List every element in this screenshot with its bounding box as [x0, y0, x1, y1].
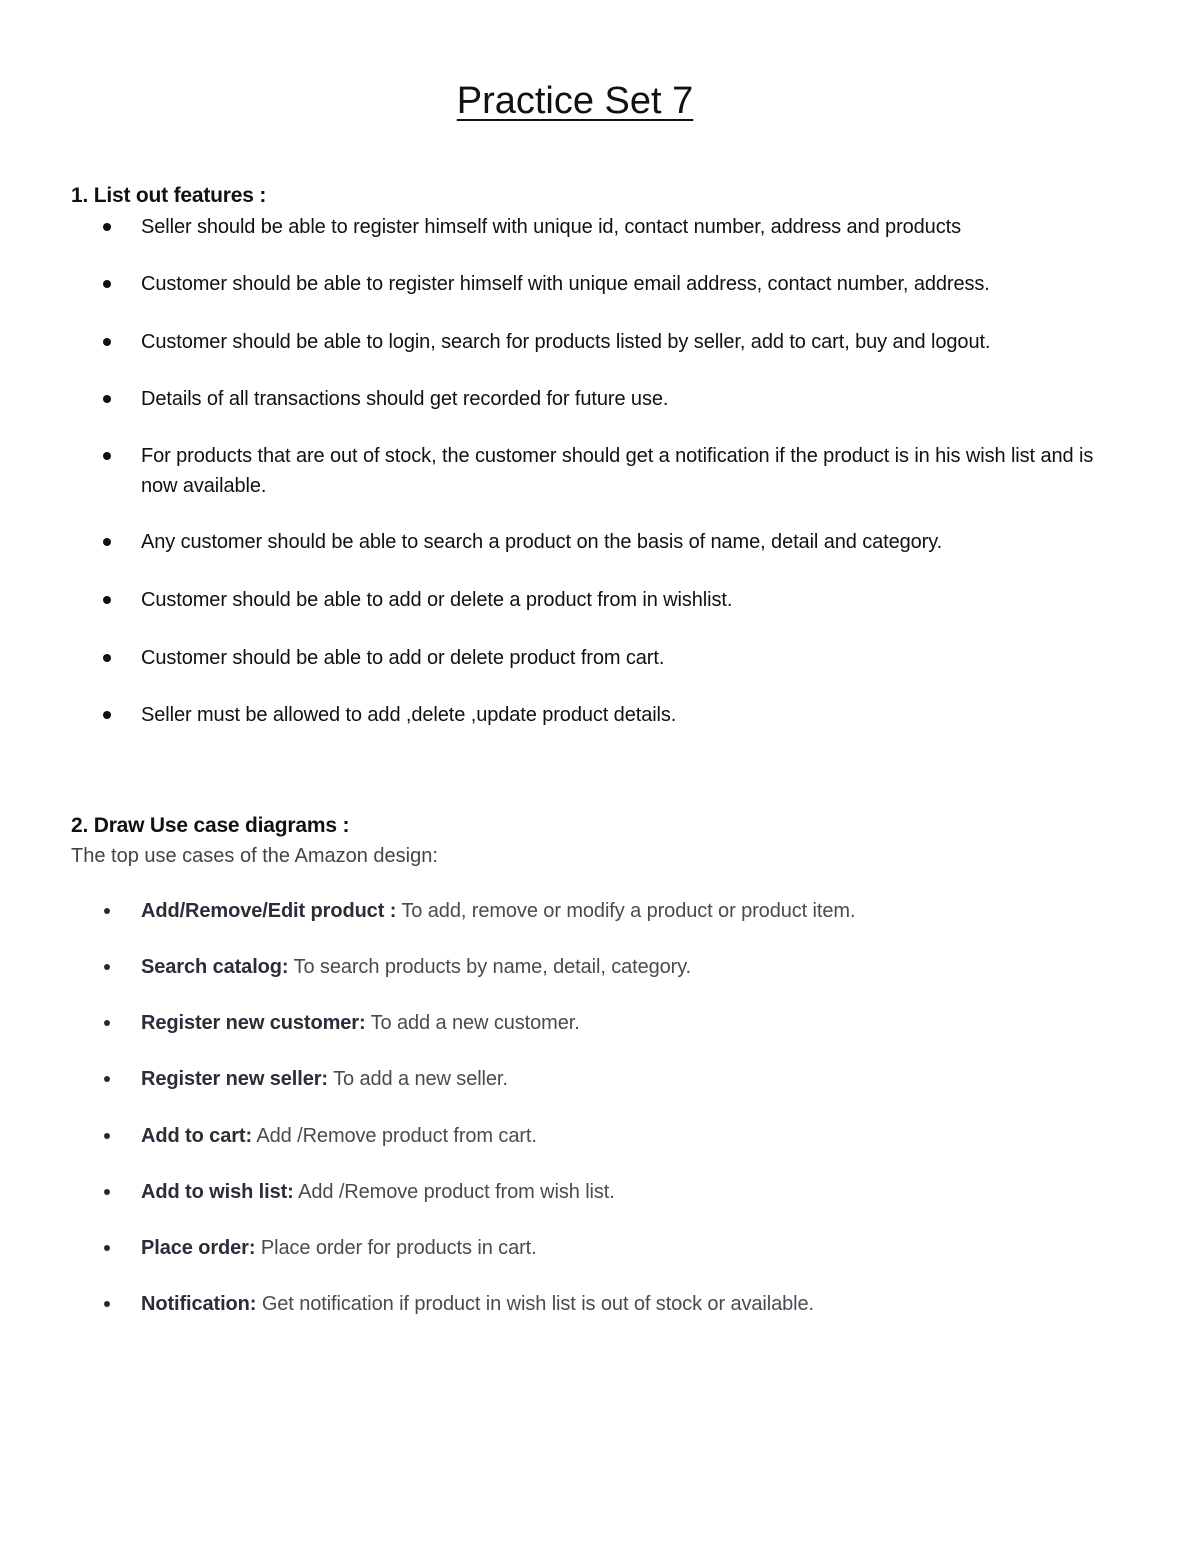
- list-item: [141, 700, 1111, 730]
- bullet-icon: [103, 596, 111, 604]
- list-item-text: For products that are out of stock, the customer should get a notification if the product is in his wish list and is now available.: [141, 445, 1094, 497]
- bullet-icon: [103, 452, 111, 460]
- list-item-text: Seller should be able to register himself with unique id, contact number, address and products: [141, 216, 961, 238]
- use-case-description: Add /Remove product from cart.: [252, 1125, 537, 1147]
- bullet-icon: [104, 1189, 110, 1195]
- bullet-icon: [103, 223, 111, 231]
- bullet-icon: [103, 395, 111, 403]
- bullet-icon: [104, 1301, 110, 1307]
- use-case-term: Add to cart:: [141, 1125, 253, 1147]
- list-item: [141, 212, 1111, 242]
- list-item-text: Details of all transactions should get recorded for future use.: [141, 388, 669, 410]
- list-item: [141, 952, 1111, 982]
- list-item: [141, 1177, 1111, 1207]
- bullet-icon: [103, 338, 111, 346]
- list-item: [141, 585, 1111, 615]
- section-heading-use-cases: 2. Draw Use case diagrams :: [71, 814, 350, 837]
- bullet-icon: [104, 1076, 110, 1082]
- page-title: Practice Set 7: [456, 80, 694, 122]
- bullet-icon: [103, 280, 111, 288]
- use-case-description: To add a new customer.: [365, 1012, 580, 1034]
- list-item: [141, 327, 1111, 357]
- list-item: [141, 1008, 1111, 1038]
- use-case-term: Place order:: [141, 1237, 256, 1259]
- section-intro: The top use cases of the Amazon design:: [71, 845, 438, 867]
- list-item-text: Customer should be able to register himself with unique email address, contact number, address.: [141, 273, 990, 295]
- use-case-term: Add to wish list:: [141, 1181, 294, 1203]
- use-case-term: Search catalog:: [141, 956, 289, 978]
- bullet-icon: [103, 654, 111, 662]
- bullet-icon: [104, 908, 110, 914]
- use-case-description: To add, remove or modify a product or product item.: [396, 900, 856, 922]
- list-item-text: Customer should be able to login, search for products listed by seller, add to cart, buy and logout.: [141, 331, 991, 353]
- use-case-description: To add a new seller.: [327, 1068, 508, 1090]
- use-case-term: Register new customer:: [141, 1012, 366, 1034]
- list-item: [141, 643, 1111, 673]
- use-case-description: Add /Remove product from wish list.: [293, 1181, 615, 1203]
- list-item-text: Customer should be able to add or delete product from cart.: [141, 647, 665, 669]
- section-heading-features: 1. List out features :: [71, 184, 267, 207]
- bullet-icon: [103, 711, 111, 719]
- use-case-term: Add/Remove/Edit product :: [141, 900, 397, 922]
- use-case-description: To search products by name, detail, category.: [288, 956, 692, 978]
- bullet-icon: [104, 1020, 110, 1026]
- list-item: [141, 1233, 1111, 1263]
- list-item: [141, 896, 1111, 926]
- use-case-description: Place order for products in cart.: [255, 1237, 537, 1259]
- list-item-text: Seller must be allowed to add ,delete ,update product details.: [141, 704, 677, 726]
- use-case-term: Notification:: [141, 1293, 257, 1315]
- list-item: [141, 384, 1111, 414]
- list-item: [141, 269, 1111, 299]
- list-item: [141, 1289, 1111, 1319]
- list-item-text: Customer should be able to add or delete a product from in wishlist.: [141, 589, 733, 611]
- list-item: [141, 441, 1111, 501]
- bullet-icon: [104, 1133, 110, 1139]
- list-item: [141, 1064, 1111, 1094]
- use-case-term: Register new seller:: [141, 1068, 328, 1090]
- use-case-description: Get notification if product in wish list is out of stock or available.: [256, 1293, 814, 1315]
- bullet-icon: [104, 1245, 110, 1251]
- list-item: [141, 1121, 1111, 1151]
- list-item: [141, 527, 1111, 557]
- bullet-icon: [104, 964, 110, 970]
- list-item-text: Any customer should be able to search a product on the basis of name, detail and category.: [141, 531, 943, 553]
- bullet-icon: [103, 538, 111, 546]
